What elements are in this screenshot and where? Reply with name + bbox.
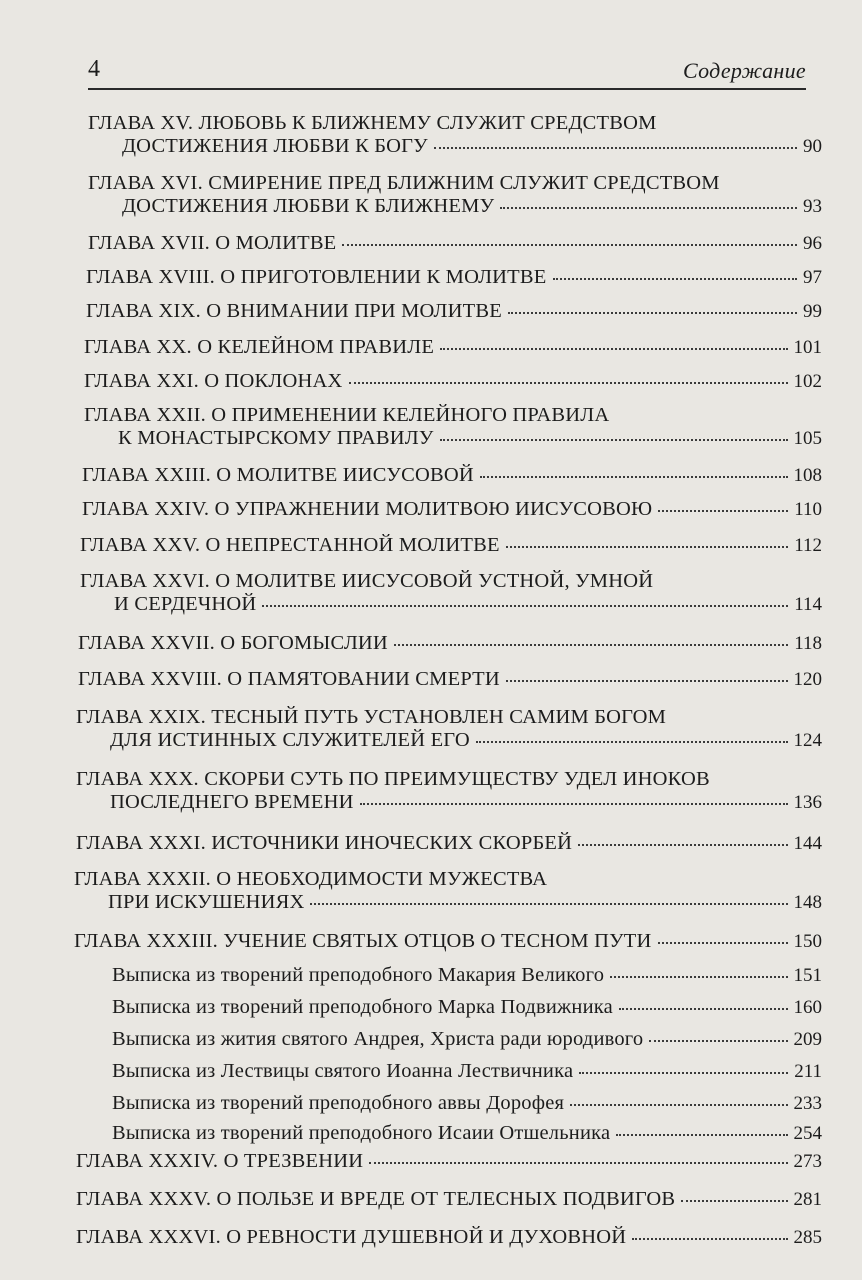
- toc-entry-title-continued: ДЛЯ ИСТИННЫХ СЛУЖИТЕЛЕЙ ЕГО: [110, 729, 470, 751]
- toc-entry-title-continued: ДОСТИЖЕНИЯ ЛЮБВИ К БЛИЖНЕМУ: [122, 195, 495, 217]
- dot-leader: [658, 942, 788, 944]
- dot-leader: [476, 741, 788, 743]
- toc-page-number: 273: [793, 1151, 822, 1172]
- toc-entry-line: [84, 404, 822, 427]
- toc-page-number: 211: [794, 1061, 822, 1082]
- toc-entry-line: [82, 464, 822, 487]
- toc-entry-title: ГЛАВА XXIV. О УПРАЖНЕНИИ МОЛИТВОЮ ИИСУСОВОЮ: [82, 498, 653, 520]
- toc-page-number: 101: [793, 337, 822, 358]
- toc-entry-line: [74, 868, 822, 891]
- toc-subentry: [112, 1028, 822, 1051]
- toc-entry-title: ГЛАВА XXXI. ИСТОЧНИКИ ИНОЧЕСКИХ СКОРБЕЙ: [76, 832, 573, 854]
- toc-entry-title-continued: ПРИ ИСКУШЕНИЯХ: [108, 891, 305, 913]
- toc-page-number: 120: [793, 669, 822, 690]
- dot-leader: [506, 546, 789, 548]
- toc-entry-line: [112, 1092, 822, 1115]
- page-number: 4: [88, 56, 100, 82]
- toc-entry-line: [76, 706, 822, 729]
- toc-page-number: 112: [794, 535, 822, 556]
- dot-leader: [310, 903, 787, 905]
- toc-entry-title: ГЛАВА XVI. СМИРЕНИЕ ПРЕД БЛИЖНИМ СЛУЖИТ СРЕДСТВОМ: [88, 172, 720, 194]
- toc-entry-line: [76, 1188, 822, 1211]
- toc-page-number: 102: [793, 371, 822, 392]
- toc-entry: [76, 1150, 822, 1173]
- toc-entry: [76, 1226, 822, 1249]
- toc-page-number: 144: [793, 833, 822, 854]
- toc-entry: [84, 336, 822, 359]
- toc-entry-title: ГЛАВА XXXIII. УЧЕНИЕ СВЯТЫХ ОТЦОВ О ТЕСНОМ ПУТИ: [74, 930, 652, 952]
- toc-entry: [76, 706, 822, 752]
- dot-leader: [500, 207, 797, 209]
- toc-entry: [88, 232, 822, 255]
- dot-leader: [480, 476, 788, 478]
- toc-entry-line: [76, 1226, 822, 1249]
- toc-subentry: [112, 1122, 822, 1145]
- toc-page-number: 285: [793, 1227, 822, 1248]
- toc-entry: [82, 464, 822, 487]
- toc-entry-line: [82, 498, 822, 521]
- toc-entry: [86, 266, 822, 289]
- dot-leader: [262, 605, 788, 607]
- toc-entry-line: [76, 1150, 822, 1173]
- toc-entry-title: Выписка из творений преподобного аввы Дорофея: [112, 1092, 565, 1114]
- toc-entry-title: ГЛАВА XX. О КЕЛЕЙНОМ ПРАВИЛЕ: [84, 336, 435, 358]
- dot-leader: [369, 1162, 787, 1164]
- toc-entry-line: [80, 534, 822, 557]
- toc-entry-line: [80, 570, 822, 593]
- toc-entry-line: [88, 112, 822, 135]
- dot-leader: [434, 147, 797, 149]
- toc-entry: [86, 300, 822, 323]
- toc-page-number: 233: [793, 1093, 822, 1114]
- toc-entry-title-continued: К МОНАСТЫРСКОМУ ПРАВИЛУ: [118, 427, 434, 449]
- dot-leader: [394, 644, 788, 646]
- toc-entry-line: [76, 729, 822, 752]
- toc-entry-title: ГЛАВА XXXVI. О РЕВНОСТИ ДУШЕВНОЙ И ДУХОВНОЙ: [76, 1226, 627, 1248]
- toc-page-number: 124: [793, 730, 822, 751]
- toc-entry-line: [86, 266, 822, 289]
- toc-entry-title: ГЛАВА XXXII. О НЕОБХОДИМОСТИ МУЖЕСТВА: [74, 868, 548, 890]
- dot-leader: [440, 439, 788, 441]
- toc-entry-line: [80, 593, 822, 616]
- toc-entry-line: [84, 427, 822, 450]
- toc-entry-title: ГЛАВА XXVIII. О ПАМЯТОВАНИИ СМЕРТИ: [78, 668, 500, 690]
- toc-entry-line: [112, 1028, 822, 1051]
- toc-entry-title-continued: И СЕРДЕЧНОЙ: [114, 593, 257, 615]
- page-header: [88, 52, 806, 90]
- running-title: Содержание: [682, 58, 806, 83]
- toc-page-number: 160: [793, 997, 822, 1018]
- toc-page-number: 114: [794, 594, 822, 615]
- toc-entry-title-continued: ДОСТИЖЕНИЯ ЛЮБВИ К БОГУ: [122, 135, 428, 157]
- toc-entry: [88, 112, 822, 158]
- toc-entry-line: [86, 300, 822, 323]
- dot-leader: [349, 382, 788, 384]
- toc-entry-line: [74, 930, 822, 953]
- toc-entry-line: [112, 1122, 822, 1145]
- toc-page-number: 281: [793, 1189, 822, 1210]
- toc-entry-title: ГЛАВА XXXIV. О ТРЕЗВЕНИИ: [76, 1150, 364, 1172]
- toc-entry: [88, 172, 822, 218]
- dot-leader: [578, 844, 787, 846]
- toc-entry: [80, 534, 822, 557]
- toc-entry-line: [84, 370, 822, 393]
- toc-entry-title: ГЛАВА XIX. О ВНИМАНИИ ПРИ МОЛИТВЕ: [86, 300, 502, 322]
- toc-page-number: 99: [803, 301, 822, 322]
- toc-entry-title: ГЛАВА XVII. О МОЛИТВЕ: [88, 232, 337, 254]
- toc-subentry: [112, 996, 822, 1019]
- toc-subentry: [112, 964, 822, 987]
- toc-page-number: 150: [793, 931, 822, 952]
- toc-entry: [78, 632, 822, 655]
- toc-entry-title: ГЛАВА XV. ЛЮБОВЬ К БЛИЖНЕМУ СЛУЖИТ СРЕДСТВОМ: [88, 112, 657, 134]
- toc-page-number: 96: [803, 233, 822, 254]
- toc-subentry: [112, 1092, 822, 1115]
- toc-entry-title: Выписка из творений преподобного Исаии Отшельника: [112, 1122, 611, 1144]
- toc-page-number: 209: [793, 1029, 822, 1050]
- toc-page-number: 105: [793, 428, 822, 449]
- toc-page-number: 136: [793, 792, 822, 813]
- toc-entry: [84, 370, 822, 393]
- toc-entry-line: [88, 135, 822, 158]
- toc-entry: [74, 930, 822, 953]
- toc-entry-title: Выписка из творений преподобного Марка Подвижника: [112, 996, 613, 1018]
- toc-entry-title: ГЛАВА XXVII. О БОГОМЫСЛИИ: [78, 632, 388, 654]
- toc-entry-title: ГЛАВА XXXV. О ПОЛЬЗЕ И ВРЕДЕ ОТ ТЕЛЕСНЫХ ПОДВИГОВ: [76, 1188, 676, 1210]
- toc-entry-title-continued: ПОСЛЕДНЕГО ВРЕМЕНИ: [110, 791, 354, 813]
- toc-entry-title: Выписка из жития святого Андрея, Христа ради юродивого: [112, 1028, 644, 1050]
- toc-page-number: 108: [793, 465, 822, 486]
- toc-entry-title: ГЛАВА XXX. СКОРБИ СУТЬ ПО ПРЕИМУЩЕСТВУ УДЕЛ ИНОКОВ: [76, 768, 710, 790]
- toc-page-number: 118: [794, 633, 822, 654]
- dot-leader: [360, 803, 788, 805]
- dot-leader: [658, 510, 788, 512]
- toc-page-number: 151: [793, 965, 822, 986]
- toc-entry: [74, 868, 822, 914]
- toc-entry-title: ГЛАВА XXV. О НЕПРЕСТАННОЙ МОЛИТВЕ: [80, 534, 500, 556]
- toc-entry: [82, 498, 822, 521]
- toc-entry-title: Выписка из творений преподобного Макария Великого: [112, 964, 605, 986]
- toc-entry: [84, 404, 822, 450]
- toc-entry-line: [78, 668, 822, 691]
- toc-entry-line: [76, 832, 822, 855]
- dot-leader: [616, 1134, 787, 1136]
- toc-entry-line: [88, 172, 822, 195]
- toc-page-number: 90: [803, 136, 822, 157]
- toc-entry: [80, 570, 822, 616]
- dot-leader: [619, 1008, 788, 1010]
- toc-entry-line: [88, 232, 822, 255]
- toc-page-number: 97: [803, 267, 822, 288]
- toc-entry-title: ГЛАВА XXII. О ПРИМЕНЕНИИ КЕЛЕЙНОГО ПРАВИЛА: [84, 404, 610, 426]
- dot-leader: [342, 244, 797, 246]
- toc-entry-title: ГЛАВА XXI. О ПОКЛОНАХ: [84, 370, 343, 392]
- toc-entry-line: [112, 1060, 822, 1083]
- toc-page-number: 254: [793, 1123, 822, 1144]
- toc-entry: [76, 1188, 822, 1211]
- dot-leader: [506, 680, 788, 682]
- toc-page-number: 110: [794, 499, 822, 520]
- toc-entry: [76, 832, 822, 855]
- dot-leader: [553, 278, 797, 280]
- toc-entry-line: [88, 195, 822, 218]
- toc-entry-title: ГЛАВА XXVI. О МОЛИТВЕ ИИСУСОВОЙ УСТНОЙ, УМНОЙ: [80, 570, 654, 592]
- dot-leader: [632, 1238, 787, 1240]
- toc-entry: [76, 768, 822, 814]
- dot-leader: [579, 1072, 788, 1074]
- toc-entry-line: [74, 891, 822, 914]
- toc-entry-title: ГЛАВА XVIII. О ПРИГОТОВЛЕНИИ К МОЛИТВЕ: [86, 266, 547, 288]
- dot-leader: [681, 1200, 787, 1202]
- toc-entry-title: ГЛАВА XXIX. ТЕСНЫЙ ПУТЬ УСТАНОВЛЕН САМИМ БОГОМ: [76, 706, 667, 728]
- toc-subentry: [112, 1060, 822, 1083]
- toc-page-number: 93: [803, 196, 822, 217]
- dot-leader: [508, 312, 797, 314]
- toc-entry-title: Выписка из Лествицы святого Иоанна Лествичника: [112, 1060, 574, 1082]
- toc-entry-line: [78, 632, 822, 655]
- toc-entry-line: [84, 336, 822, 359]
- toc-entry: [78, 668, 822, 691]
- toc-entry-line: [76, 791, 822, 814]
- toc-entry-line: [112, 964, 822, 987]
- dot-leader: [570, 1104, 787, 1106]
- dot-leader: [649, 1040, 787, 1042]
- toc-entry-line: [112, 996, 822, 1019]
- toc-entry-title: ГЛАВА XXIII. О МОЛИТВЕ ИИСУСОВОЙ: [82, 464, 474, 486]
- dot-leader: [440, 348, 787, 350]
- dot-leader: [610, 976, 787, 978]
- toc-entry-line: [76, 768, 822, 791]
- toc-page-number: 148: [793, 892, 822, 913]
